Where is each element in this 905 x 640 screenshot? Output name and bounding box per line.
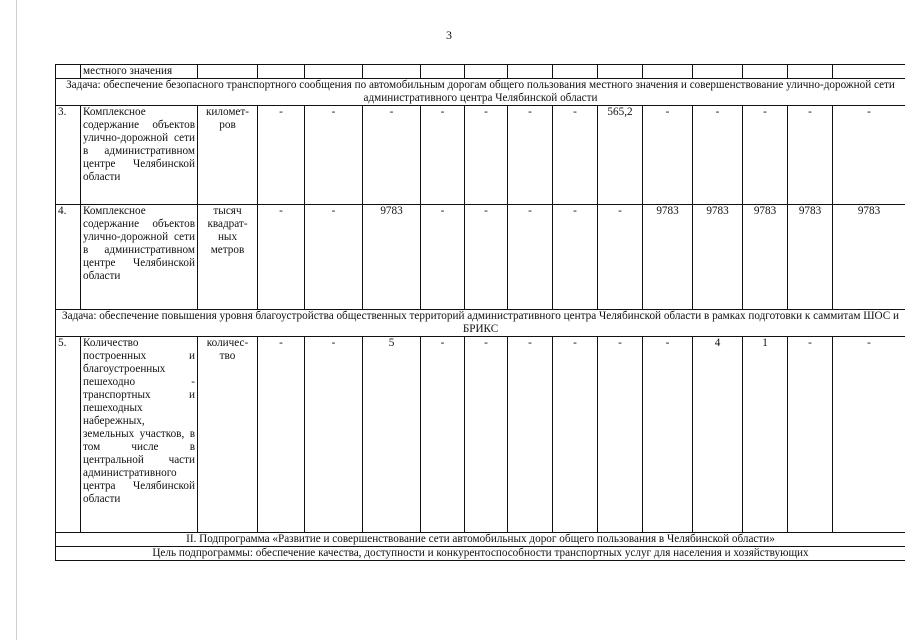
value-cell: - [743, 106, 788, 205]
subprogram-row [56, 533, 905, 547]
value-cell: 9783 [833, 205, 905, 310]
value-cell: - [421, 205, 465, 310]
value-cell: - [643, 337, 693, 533]
value-cell: - [833, 106, 905, 205]
unit-cell: тысяч квадрат-ных метров [198, 205, 258, 310]
task-heading-2: Задача: обеспечение повышения уровня благоустройства общественных территорий административного центра Челябинской области в рамках подготовки к саммитам ШОС и БРИКС [56, 310, 905, 337]
value-cell: 9783 [363, 205, 421, 310]
table-row-fragment [56, 65, 905, 79]
table-row-3 [56, 106, 905, 205]
name-fragment-cell: местного значения [81, 65, 198, 79]
value-cell: - [363, 106, 421, 205]
value-cell: - [788, 337, 833, 533]
value-cell: 5 [363, 337, 421, 533]
value-cell: 9783 [643, 205, 693, 310]
table-row-5 [56, 337, 905, 533]
empty-cell [56, 65, 81, 79]
indicator-name: Комплексное содержание объектов улично-дорожной сети в административном центре Челябинской области [81, 205, 198, 310]
unit-cell: количес-тво [198, 337, 258, 533]
task-row-2 [56, 310, 905, 337]
value-cell: - [508, 205, 553, 310]
value-cell: 9783 [743, 205, 788, 310]
value-cell: - [508, 337, 553, 533]
value-cell: 565,2 [598, 106, 643, 205]
value-cell: - [598, 205, 643, 310]
value-cell: - [553, 337, 598, 533]
value-cell: - [305, 106, 363, 205]
value-cell: - [258, 337, 305, 533]
unit-cell: километ-ров [198, 106, 258, 205]
table-row-4 [56, 205, 905, 310]
value-cell: - [465, 205, 508, 310]
value-cell: - [598, 337, 643, 533]
value-cell: 9783 [788, 205, 833, 310]
indicator-name: Количество построенных и благоустроенных пешеходно - транспортных и пешеходных набережных, земельных участков, в том числе в центральной части административного центра Челябинской области [81, 337, 198, 533]
value-cell: - [421, 106, 465, 205]
page-number: 3 [446, 28, 452, 42]
value-cell: - [258, 106, 305, 205]
value-cell: - [305, 337, 363, 533]
value-cell: - [465, 337, 508, 533]
row-number: 4. [56, 205, 81, 310]
value-cell: - [553, 106, 598, 205]
task-row-1 [56, 79, 905, 106]
value-cell: 4 [693, 337, 743, 533]
row-number: 3. [56, 106, 81, 205]
subprogram-heading: II. Подпрограмма «Развитие и совершенствование сети автомобильных дорог общего пользования в Челябинской области» [56, 533, 905, 547]
goal-heading: Цель подпрограммы: обеспечение качества, доступности и конкурентоспособности транспортных услуг для населения и хозяйствующих [56, 547, 905, 561]
row-number: 5. [56, 337, 81, 533]
value-cell: - [788, 106, 833, 205]
value-cell: - [693, 106, 743, 205]
indicator-name: Комплексное содержание объектов улично-дорожной сети в административном центре Челябинской области [81, 106, 198, 205]
value-cell: - [258, 205, 305, 310]
value-cell: - [833, 337, 905, 533]
value-cell: - [508, 106, 553, 205]
value-cell: 1 [743, 337, 788, 533]
value-cell: - [643, 106, 693, 205]
value-cell: 9783 [693, 205, 743, 310]
value-cell: - [305, 205, 363, 310]
value-cell: - [553, 205, 598, 310]
page-margin-line [16, 0, 17, 640]
indicators-table [55, 64, 905, 561]
task-heading-1: Задача: обеспечение безопасного транспортного сообщения по автомобильным дорогам общего пользования местного значения и совершенствование улично-дорожной сети административного центра Челябинской области [56, 79, 905, 106]
value-cell: - [465, 106, 508, 205]
goal-row [56, 547, 905, 561]
value-cell: - [421, 337, 465, 533]
